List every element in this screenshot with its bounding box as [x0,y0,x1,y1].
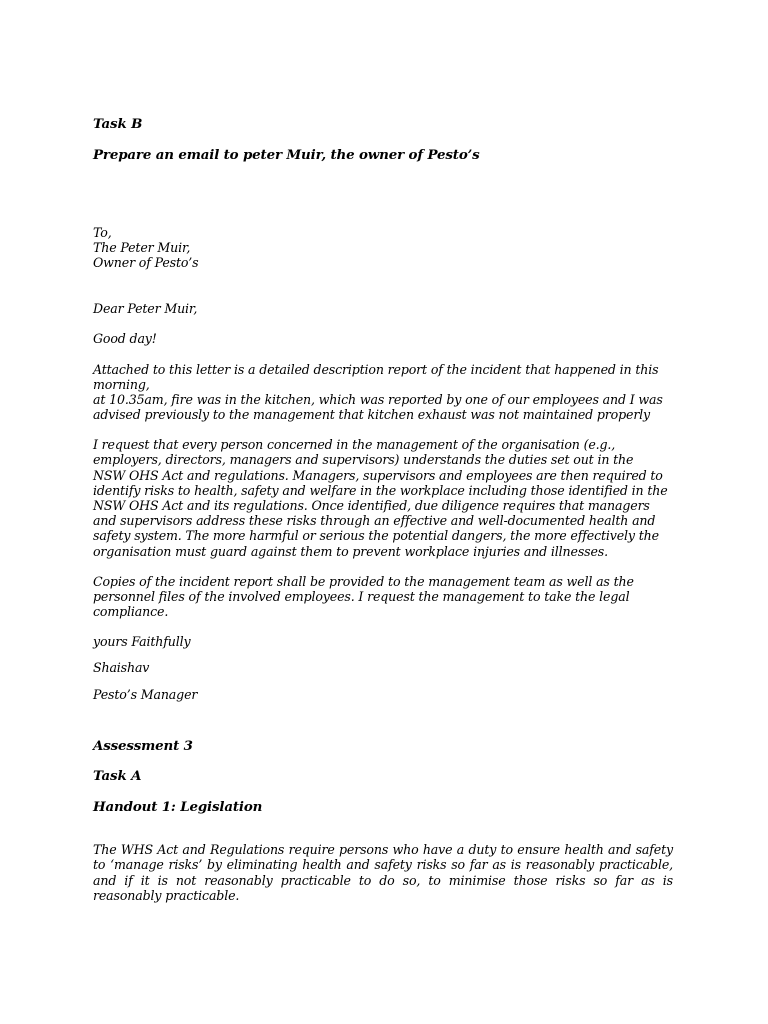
address-title: Owner of Pesto’s [93,255,199,270]
signature-name: Shaishav [93,660,150,675]
legislation-paragraph: The WHS Act and Regulations require persons who have a duty to ensure health and safety to ‘manage risks’ by eliminating health and safety risks so far as is reasonably practicable, and if it is not reasonably practicable to do so, to minimise those risks so far as is reasonably practicable. [93,842,673,903]
paragraph-line: morning, [93,377,150,392]
task-a-heading: Task A [93,768,142,784]
assessment-heading: Assessment 3 [93,738,193,754]
paragraph-line: personnel files of the involved employees. I request the management to take the legal [93,589,630,604]
paragraph-line: at 10.35am, fire was in the kitchen, which was reported by one of our employees and I was [93,392,663,407]
paragraph-line: advised previously to the management that kitchen exhaust was not maintained properly [93,407,651,422]
paragraph-line: identify risks to health, safety and welfare in the workplace including those identified in the [93,483,668,498]
paragraph-line: Attached to this letter is a detailed description report of the incident that happened in this [93,362,659,377]
address-name: The Peter Muir, [93,240,191,255]
paragraph-line: compliance. [93,604,169,619]
address-to: To, [93,225,112,240]
handout-heading: Handout 1: Legislation [93,799,263,815]
paragraph-line: I request that every person concerned in the management of the organisation (e.g., [93,437,616,452]
signature-title: Pesto’s Manager [93,687,198,702]
paragraph-line: organisation must guard against them to prevent workplace injuries and illnesses. [93,544,608,559]
salutation: Dear Peter Muir, [93,301,198,316]
paragraph-line: NSW OHS Act and its regulations. Once identified, due diligence requires that managers [93,498,650,513]
paragraph-line: employers, directors, managers and supervisors) understands the duties set out in the [93,452,634,467]
task-b-subheading: Prepare an email to peter Muir, the owner of Pesto’s [93,147,480,163]
task-b-heading: Task B [93,116,143,132]
paragraph-line: Copies of the incident report shall be provided to the management team as well as the [93,574,634,589]
paragraph-line: NSW OHS Act and regulations. Managers, supervisors and employees are then required to [93,468,663,483]
paragraph-line: and supervisors address these risks through an effective and well-documented health and [93,513,656,528]
paragraph-line: safety system. The more harmful or serious the potential dangers, the more effectively the [93,528,659,543]
greeting: Good day! [93,331,157,346]
closing: yours Faithfully [93,634,191,649]
